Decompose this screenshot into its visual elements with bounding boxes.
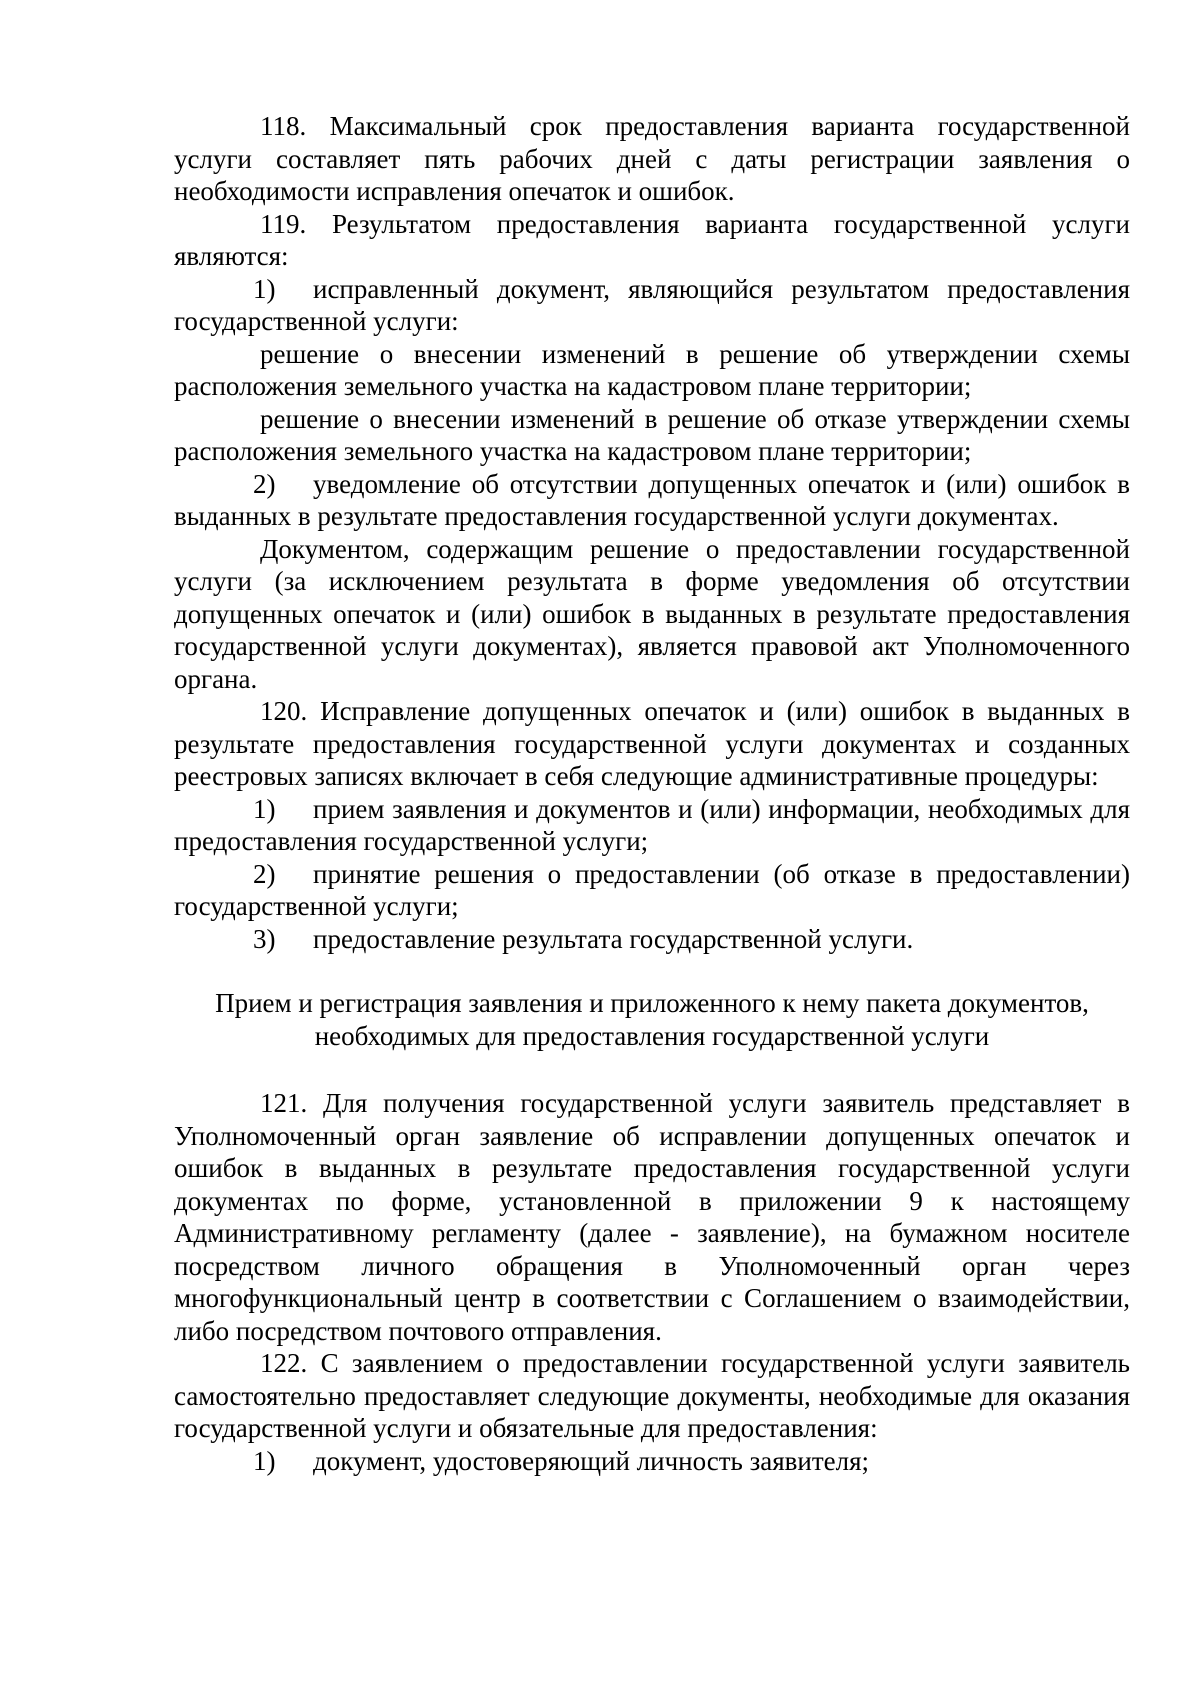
list-item	[174, 858, 1130, 923]
list-item-text: прием заявления и документов и (или) информации, необходимых для предоставления государственной услуги;	[174, 793, 1130, 856]
list-item-number: 1)	[253, 1445, 276, 1476]
section-heading	[174, 987, 1130, 1052]
paragraph-121: 121. Для получения государственной услуги заявитель представляет в Уполномоченный орган заявление об исправлении допущенных опечаток и ошибок в выданных в результате предоставления государственной услуги документах по форме, установленной в приложении 9 к настоящему Административному регламенту (далее - заявление), на бумажном носителе посредством личного обращения в Уполномоченный орган через многофункциональный центр в соответствии с Соглашением о взаимодействии, либо посредством почтового отправления.	[174, 1088, 1130, 1346]
paragraph-document-decision: Документом, содержащим решение о предоставлении государственной услуги (за исключением результата в форме уведомления об отсутствии допущенных опечаток и (или) ошибок в выданных в результате предоставления государственной услуги документах), является правовой акт Уполномоченного органа.	[174, 533, 1130, 694]
document-body	[174, 110, 1130, 1477]
list-item-number: 1)	[253, 273, 276, 304]
paragraph-120: 120. Исправление допущенных опечаток и (или) ошибок в выданных в результате предоставления государственной услуги документах и созданных реестровых записях включает в себя следующие административные процедуры:	[174, 696, 1130, 791]
list-item-number: 2)	[253, 468, 276, 499]
list-item-number: 3)	[253, 923, 276, 954]
spacer	[174, 955, 1130, 987]
list-item	[174, 468, 1130, 533]
list-item-text: предоставление результата государственной услуги.	[313, 923, 914, 954]
section-heading-line: необходимых для предоставления государственной услуги	[314, 1020, 990, 1051]
spacer	[174, 1052, 1130, 1087]
sub-paragraph: решение о внесении изменений в решение об утверждении схемы расположения земельного участка на кадастровом плане территории;	[174, 338, 1130, 401]
list-item	[174, 793, 1130, 858]
paragraph-122: 122. С заявлением о предоставлении государственной услуги заявитель самостоятельно предоставляет следующие документы, необходимые для оказания государственной услуги и обязательные для предоставления:	[174, 1348, 1130, 1443]
list-item-number: 1)	[253, 793, 276, 824]
list-item-text: исправленный документ, являющийся результатом предоставления государственной услуги:	[174, 273, 1130, 336]
list-item-number: 2)	[253, 858, 276, 889]
list-item-text: принятие решения о предоставлении (об отказе в предоставлении) государственной услуги;	[174, 858, 1130, 921]
list-item	[174, 273, 1130, 338]
list-item-text: уведомление об отсутствии допущенных опечаток и (или) ошибок в выданных в результате предоставления государственной услуги документах.	[174, 468, 1130, 531]
list-item	[174, 1445, 1130, 1478]
section-heading-line: Прием и регистрация заявления и приложенного к нему пакета документов,	[215, 988, 1089, 1018]
paragraph-118: 118. Максимальный срок предоставления варианта государственной услуги составляет пять рабочих дней с даты регистрации заявления о необходимости исправления опечаток и ошибок.	[174, 111, 1130, 206]
list-item	[174, 923, 1130, 956]
list-item-text: документ, удостоверяющий личность заявителя;	[313, 1445, 870, 1476]
sub-paragraph: решение о внесении изменений в решение об отказе утверждении схемы расположения земельного участка на кадастровом плане территории;	[174, 403, 1130, 466]
paragraph-119: 119. Результатом предоставления варианта государственной услуги являются:	[174, 208, 1130, 271]
